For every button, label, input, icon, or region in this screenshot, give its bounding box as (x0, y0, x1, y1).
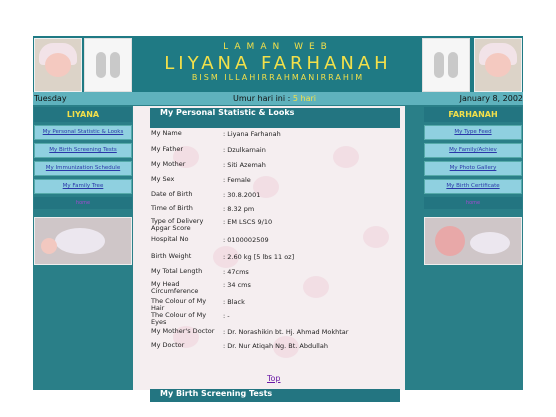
info-label: Hospital No (151, 235, 189, 243)
info-label: My Mother (151, 160, 186, 168)
info-value: : 8.32 pm (223, 205, 255, 213)
info-label: Birth Weight (151, 252, 192, 260)
info-label: My Total Length (151, 267, 203, 275)
site-subtitle: BISM ILLAHIRRAHMANIRRAHIM (191, 73, 365, 82)
status-age (233, 92, 316, 105)
info-value: : 47cms (223, 268, 249, 276)
left-side-photo (34, 217, 132, 265)
info-label: My Sex (151, 175, 175, 183)
info-value: : Dzulkarnain (223, 146, 266, 154)
info-label: My Doctor (151, 341, 185, 349)
info-value: : Dr. Norashikin bt. Hj. Ahmad Mokhtar (223, 328, 349, 336)
age-label: Umur hari ini : (233, 94, 291, 103)
link-family-tree[interactable]: My Family Tree (34, 179, 132, 194)
left-panel (34, 107, 132, 265)
info-value: : 2.60 kg [5 lbs 11 oz] (223, 253, 295, 261)
top-link[interactable]: Top (267, 374, 281, 383)
info-value: : 30.8.2001 (223, 191, 261, 199)
link-type-feed[interactable]: My Type Feed (424, 125, 522, 140)
right-home-link[interactable]: home (424, 197, 522, 209)
info-value: : 0100002509 (223, 236, 269, 244)
site-header (33, 36, 523, 92)
status-bar (33, 92, 523, 105)
baby-photo-right (474, 38, 522, 92)
header-line1: LAMAN WEB (223, 42, 333, 52)
left-home-link[interactable]: home (34, 197, 132, 209)
status-day: Tuesday (34, 94, 67, 103)
info-value: : Female (223, 176, 251, 184)
info-label: My Mother's Doctor (151, 327, 215, 335)
section-screening-title: My Birth Screening Tests (150, 389, 400, 402)
info-value: : 34 cms (223, 281, 251, 289)
link-family-achiev[interactable]: My Family/Achiev (424, 143, 522, 158)
link-personal-statistic[interactable]: My Personal Statistic & Looks (34, 125, 132, 140)
info-label: My Father (151, 145, 183, 153)
link-birth-certificate[interactable]: My Birth Certificate (424, 179, 522, 194)
age-value: 5 hari (292, 94, 317, 103)
info-label: Type of Delivery Apgar Score (151, 217, 204, 232)
section-personal-title: My Personal Statistic & Looks (150, 108, 400, 128)
info-label: My Name (151, 129, 182, 137)
main-content (133, 106, 405, 398)
footprint-image-left (84, 38, 132, 92)
status-date: January 8, 2002 (459, 94, 523, 103)
link-birth-screening[interactable]: My Birth Screening Tests (34, 143, 132, 158)
info-value: : Dr. Nur Atiqah Ng. Bt. Abdullah (223, 342, 328, 350)
baby-photo-left (34, 38, 82, 92)
site-title: LIYANA FARHANAH (164, 53, 392, 74)
info-label: My Head Circumference (151, 280, 199, 295)
info-value: : - (223, 312, 230, 320)
info-value: : EM LSCS 9/10 (223, 218, 273, 226)
link-photo-gallery[interactable]: My Photo Gallery (424, 161, 522, 176)
right-panel-title: FARHANAH (424, 107, 522, 122)
info-label: The Colour of My Eyes (151, 311, 207, 326)
right-panel (424, 107, 522, 265)
page-frame (33, 36, 523, 398)
info-value: : Black (223, 298, 245, 306)
info-label: Date of Birth (151, 190, 193, 198)
info-value: : Liyana Farhanah (223, 130, 281, 138)
info-label: Time of Birth (151, 204, 193, 212)
right-side-photo (424, 217, 522, 265)
info-label: The Colour of My Hair (151, 297, 207, 312)
footprint-image-right (422, 38, 470, 92)
left-panel-title: LIYANA (34, 107, 132, 122)
link-immunization[interactable]: My Immunization Schedule (34, 161, 132, 176)
info-value: : Siti Azemah (223, 161, 266, 169)
